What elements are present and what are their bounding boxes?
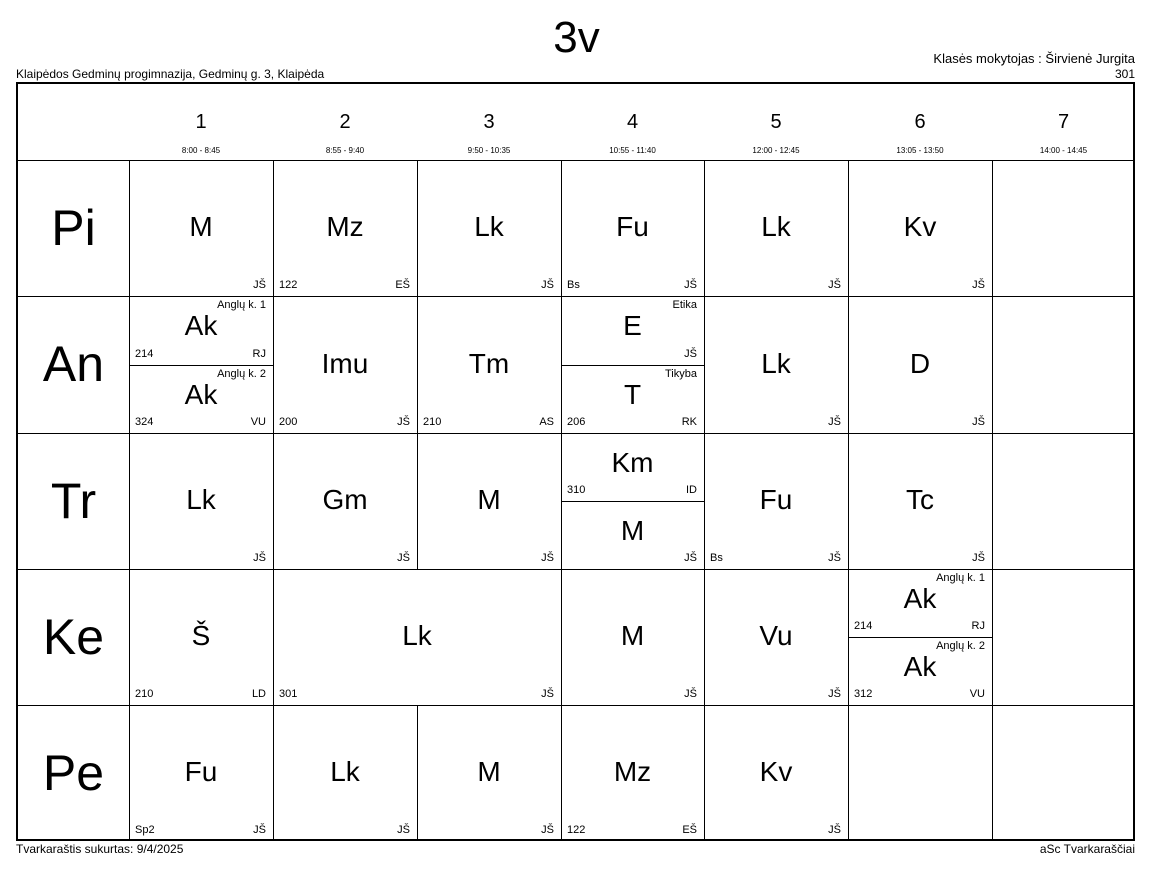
lesson-cell: [417, 296, 561, 433]
group-label: Tikyba: [665, 367, 697, 380]
lesson-cell: [417, 705, 561, 841]
room-label: Bs: [567, 279, 580, 291]
teacher-label: RK: [681, 416, 697, 428]
subject: Gm: [322, 484, 368, 515]
teacher-label: JŠ: [541, 824, 554, 836]
day-label: Pe: [42, 745, 105, 801]
room-label: 312: [854, 688, 873, 700]
subject: M: [620, 620, 645, 651]
teacher-label: JŠ: [397, 824, 410, 836]
teacher-label: JŠ: [828, 279, 841, 291]
period-number: 5: [770, 111, 782, 133]
subject: Fu: [616, 211, 649, 242]
subject: Vu: [759, 620, 793, 651]
grid-line: [848, 705, 849, 841]
period-header: [992, 84, 1135, 160]
teacher-label: VU: [250, 416, 266, 428]
period-time: 10:55 - 11:40: [609, 146, 656, 155]
split-line: [561, 365, 704, 366]
teacher-label: JŠ: [972, 552, 985, 564]
teacher-label: ID: [686, 484, 697, 496]
lesson-cell: [273, 433, 417, 569]
lesson-cell: [561, 705, 704, 841]
lesson-cell: [129, 296, 273, 433]
lesson-cell: [561, 569, 704, 705]
lesson-cell: [848, 296, 992, 433]
teacher-label: RJ: [252, 347, 266, 360]
lesson-cell: [417, 160, 561, 296]
group-label: Anglų k. 2: [936, 640, 985, 652]
lesson-cell: [129, 569, 273, 705]
period-time: 14:00 - 14:45: [1039, 146, 1088, 155]
grid-line: [992, 705, 993, 841]
teacher-label: EŠ: [395, 279, 410, 291]
teacher-label: JŠ: [541, 552, 554, 564]
subject: Imu: [321, 347, 369, 379]
teacher-label: JŠ: [684, 552, 697, 564]
room-label: 324: [135, 416, 154, 428]
period-header: [129, 84, 273, 160]
teacher-label: JŠ: [828, 416, 841, 428]
teacher-label: RJ: [971, 620, 985, 632]
subject: M: [477, 484, 501, 515]
lesson-cell: [704, 433, 848, 569]
teacher-label: JŠ: [253, 824, 266, 836]
teacher-label: JŠ: [397, 416, 410, 428]
day-label: Pi: [51, 200, 96, 256]
grid-line: [992, 569, 993, 705]
lesson-cell: [704, 296, 848, 433]
lesson-cell: [848, 160, 992, 296]
teacher-label: JŠ: [972, 279, 985, 291]
subject: Km: [611, 447, 654, 478]
teacher-label: JŠ: [397, 552, 410, 564]
teacher-label: JŠ: [684, 688, 697, 700]
subject: Kv: [903, 211, 937, 242]
period-header: [848, 84, 992, 160]
app-name: aSc Tvarkaraščiai: [1039, 842, 1135, 856]
subject: Lk: [402, 620, 432, 651]
subject: Lk: [330, 756, 360, 787]
teacher-label: VU: [969, 688, 985, 700]
teacher-label: JŠ: [253, 552, 266, 564]
period-time: 8:00 - 8:45: [181, 146, 221, 155]
subject: Ak: [903, 651, 937, 682]
lesson-cell: [561, 433, 704, 569]
lesson-cell: [273, 569, 561, 705]
class-teacher: Klasės mokytojas : Širvienė Jurgita: [933, 51, 1135, 66]
lesson-cell: [273, 296, 417, 433]
subject: Mz: [613, 756, 652, 787]
lesson-cell: [561, 296, 704, 433]
lesson-cell: [129, 705, 273, 841]
teacher-label: JŠ: [684, 279, 697, 291]
room-label: 301: [279, 688, 298, 700]
split-line: [561, 501, 704, 502]
split-line: [129, 365, 273, 366]
period-time: 12:00 - 12:45: [752, 146, 800, 155]
subject: Lk: [474, 211, 504, 242]
lesson-cell: [417, 433, 561, 569]
class-room: 301: [1114, 67, 1135, 81]
subject: Tc: [906, 484, 934, 515]
lesson-cell: [129, 160, 273, 296]
teacher-label: LD: [251, 688, 266, 700]
day-label: Ke: [42, 609, 105, 665]
period-number: 7: [1057, 111, 1070, 133]
subject: Ak: [184, 378, 218, 410]
subject: Mz: [326, 211, 364, 242]
group-label: Anglų k. 1: [936, 572, 985, 584]
period-number: 1: [195, 111, 207, 133]
room-label: 200: [279, 416, 298, 428]
page-title: 3v: [553, 13, 600, 62]
lesson-cell: [848, 433, 992, 569]
group-label: Etika: [672, 299, 697, 311]
period-time: 8:55 - 9:40: [325, 146, 365, 155]
room-label: 206: [567, 416, 586, 428]
period-time: 9:50 - 10:35: [467, 146, 511, 155]
subject: Ak: [184, 310, 218, 342]
lesson-cell: [848, 569, 992, 705]
subject: Lk: [186, 484, 216, 515]
subject: M: [189, 211, 213, 242]
group-label: Anglų k. 1: [217, 299, 266, 311]
lesson-cell: [704, 569, 848, 705]
lesson-cell: [273, 705, 417, 841]
subject: Fu: [759, 484, 793, 515]
room-label: Bs: [710, 552, 723, 564]
subject: Lk: [761, 347, 791, 379]
split-line: [848, 637, 992, 638]
room-label: 310: [567, 484, 586, 496]
period-header: [704, 84, 848, 160]
room-label: 214: [854, 620, 873, 632]
period-header: [273, 84, 417, 160]
teacher-label: JŠ: [828, 552, 841, 564]
teacher-label: JŠ: [253, 279, 266, 291]
teacher-label: JŠ: [684, 347, 697, 360]
teacher-label: JŠ: [541, 279, 554, 291]
subject: T: [623, 378, 642, 410]
period-number: 6: [914, 111, 926, 133]
subject: Š: [191, 620, 211, 651]
lesson-cell: [129, 433, 273, 569]
teacher-label: AS: [539, 416, 554, 428]
subject: M: [620, 515, 645, 546]
subject: Tm: [468, 347, 510, 379]
day-label: An: [42, 336, 105, 392]
room-label: 210: [423, 416, 442, 428]
teacher-label: EŠ: [682, 824, 697, 836]
teacher-label: JŠ: [828, 688, 841, 700]
lesson-cell: [704, 705, 848, 841]
subject: Ak: [903, 583, 937, 614]
teacher-label: JŠ: [541, 688, 554, 700]
lesson-cell: [273, 160, 417, 296]
lesson-cell: [561, 160, 704, 296]
room-label: 122: [279, 279, 298, 291]
period-header: [561, 84, 704, 160]
period-number: 4: [626, 111, 639, 133]
subject: E: [623, 310, 642, 342]
grid-line: [992, 160, 993, 296]
subject: Kv: [759, 756, 793, 787]
teacher-label: JŠ: [972, 416, 985, 428]
period-number: 3: [483, 111, 495, 133]
timetable-grid: [16, 82, 1135, 841]
grid-line: [992, 433, 993, 569]
subject: M: [477, 756, 501, 787]
grid-line: [992, 296, 993, 433]
subject: Lk: [761, 211, 791, 242]
day-label: Tr: [50, 473, 97, 529]
room-label: 214: [135, 347, 154, 360]
period-time: 13:05 - 13:50: [896, 146, 944, 155]
room-label: 122: [567, 824, 586, 836]
room-label: 210: [135, 688, 154, 700]
created-date: Tvarkaraštis sukurtas: 9/4/2025: [16, 842, 184, 856]
period-number: 2: [339, 111, 351, 133]
group-label: Anglų k. 2: [217, 367, 266, 380]
subject: D: [909, 347, 931, 379]
teacher-label: JŠ: [828, 824, 841, 836]
school-address: Klaipėdos Gedminų progimnazija, Gedminų g. 3, Klaipėda: [16, 67, 325, 81]
subject: Fu: [184, 756, 218, 787]
lesson-cell: [704, 160, 848, 296]
period-header: [417, 84, 561, 160]
room-label: Sp2: [135, 824, 155, 836]
